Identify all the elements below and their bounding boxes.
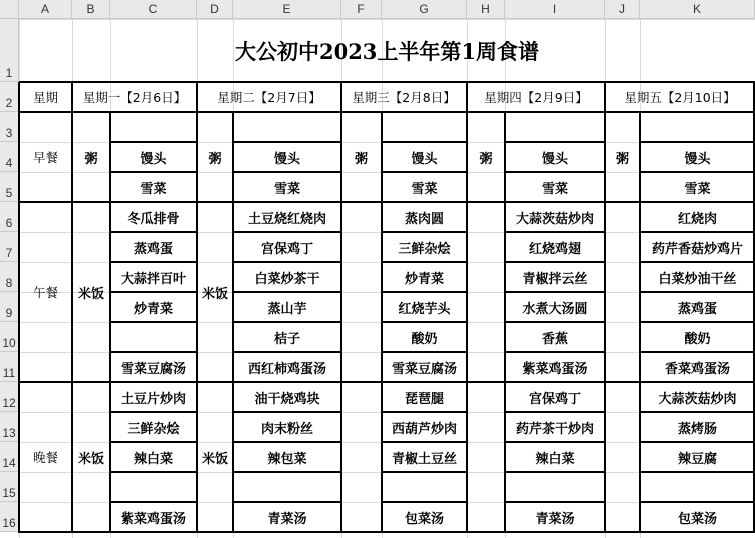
- column-header[interactable]: K: [640, 0, 755, 19]
- lunch-dish[interactable]: 红烧芋头: [398, 301, 451, 317]
- dinner-dish[interactable]: 紫菜鸡蛋汤: [120, 511, 186, 527]
- staple-porridge[interactable]: 粥: [354, 151, 368, 167]
- lunch-dish[interactable]: 药芹香菇炒鸡片: [651, 241, 743, 257]
- lunch-dish[interactable]: 大蒜拌百叶: [120, 271, 186, 287]
- row-header[interactable]: 7: [0, 232, 19, 262]
- dinner-dish[interactable]: 药芹茶干炒肉: [515, 421, 594, 437]
- dinner-dish[interactable]: 琵琶腿: [404, 391, 444, 407]
- breakfast-dish[interactable]: [505, 112, 605, 142]
- dinner-dish[interactable]: 西葫芦炒肉: [391, 421, 457, 437]
- row-header[interactable]: 16: [0, 502, 19, 532]
- column-header[interactable]: A: [19, 0, 72, 19]
- column-header[interactable]: H: [467, 0, 505, 19]
- dinner-dish[interactable]: 青菜汤: [267, 511, 307, 527]
- row-header[interactable]: 1: [0, 19, 19, 82]
- lunch-dish[interactable]: 桔子: [273, 331, 300, 347]
- lunch-dish[interactable]: 蒸鸡蛋: [133, 241, 173, 257]
- row-header[interactable]: 5: [0, 172, 19, 202]
- day-header[interactable]: 星期二【2月7日】: [217, 90, 321, 105]
- row-header[interactable]: 12: [0, 382, 19, 412]
- lunch-dish[interactable]: 红烧肉: [677, 211, 717, 227]
- lunch-dish[interactable]: 紫菜鸡蛋汤: [522, 361, 588, 377]
- column-header[interactable]: F: [341, 0, 382, 19]
- staple-porridge[interactable]: 粥: [208, 151, 222, 167]
- column-header[interactable]: E: [233, 0, 341, 19]
- dinner-dish[interactable]: 辣豆腐: [677, 451, 717, 467]
- dinner-dish[interactable]: [505, 472, 605, 502]
- staple-rice[interactable]: 米饭: [201, 451, 228, 467]
- breakfast-dish[interactable]: 雪菜: [273, 181, 300, 197]
- lunch-dish[interactable]: 蒸山芋: [267, 301, 307, 317]
- breakfast-dish[interactable]: 馒头: [140, 151, 167, 167]
- lunch-dish[interactable]: 蒸肉圆: [404, 211, 444, 227]
- dinner-dish[interactable]: 宫保鸡丁: [528, 391, 581, 407]
- lunch-dish[interactable]: 冬瓜排骨: [127, 211, 180, 227]
- dinner-dish[interactable]: 肉末粉丝: [260, 421, 313, 437]
- lunch-dish[interactable]: 红烧鸡翅: [528, 241, 581, 257]
- meal-label-lunch[interactable]: 午餐: [32, 285, 58, 300]
- row-header[interactable]: 4: [0, 142, 19, 172]
- row-header[interactable]: 11: [0, 352, 19, 382]
- lunch-dish[interactable]: 蒸鸡蛋: [677, 301, 717, 317]
- lunch-dish[interactable]: 雪菜豆腐汤: [120, 361, 186, 377]
- lunch-dish[interactable]: 青椒拌云丝: [522, 271, 588, 287]
- lunch-dish[interactable]: 土豆烧红烧肉: [247, 211, 326, 227]
- row-header[interactable]: 10: [0, 322, 19, 352]
- row-header[interactable]: 13: [0, 412, 19, 442]
- dinner-dish[interactable]: [233, 472, 341, 502]
- dinner-dish[interactable]: 辣白菜: [133, 451, 173, 467]
- column-header[interactable]: C: [110, 0, 197, 19]
- row-header[interactable]: 9: [0, 292, 19, 322]
- week-header[interactable]: 星期: [32, 90, 58, 105]
- breakfast-dish[interactable]: [382, 112, 467, 142]
- lunch-dish[interactable]: 水煮大汤圆: [522, 301, 588, 317]
- row-header[interactable]: 2: [0, 82, 19, 112]
- lunch-dish[interactable]: 三鲜杂烩: [398, 241, 451, 257]
- dinner-dish[interactable]: 土豆片炒肉: [120, 391, 186, 407]
- dinner-dish[interactable]: 辣白菜: [535, 451, 575, 467]
- breakfast-dish[interactable]: 馒头: [541, 151, 568, 167]
- lunch-dish[interactable]: 炒青菜: [404, 271, 444, 287]
- breakfast-dish[interactable]: [233, 112, 341, 142]
- meal-label-dinner[interactable]: 晚餐: [32, 450, 58, 465]
- row-header[interactable]: 6: [0, 202, 19, 232]
- column-header[interactable]: J: [605, 0, 640, 19]
- lunch-dish[interactable]: 酸奶: [684, 331, 711, 347]
- dinner-dish[interactable]: 包菜汤: [677, 511, 717, 527]
- row-header[interactable]: 3: [0, 112, 19, 142]
- staple-porridge[interactable]: 粥: [84, 151, 98, 167]
- breakfast-dish[interactable]: [110, 112, 197, 142]
- day-header[interactable]: 星期一【2月6日】: [82, 90, 187, 105]
- lunch-dish[interactable]: 宫保鸡丁: [260, 241, 313, 257]
- dinner-dish[interactable]: 三鲜杂烩: [127, 421, 180, 437]
- column-header[interactable]: D: [197, 0, 233, 19]
- row-header[interactable]: 15: [0, 472, 19, 502]
- staple-porridge[interactable]: 粥: [615, 151, 629, 167]
- dinner-dish[interactable]: 大蒜茨菇炒肉: [658, 391, 737, 407]
- staple-rice[interactable]: 米饭: [77, 451, 104, 467]
- lunch-dish[interactable]: 炒青菜: [133, 301, 173, 317]
- column-header[interactable]: G: [382, 0, 467, 19]
- dinner-dish[interactable]: 辣包菜: [267, 451, 307, 467]
- dinner-dish[interactable]: [640, 472, 755, 502]
- breakfast-dish[interactable]: 雪菜: [684, 181, 711, 197]
- breakfast-dish[interactable]: 馒头: [411, 151, 438, 167]
- lunch-dish[interactable]: 香蕉: [541, 331, 568, 347]
- breakfast-dish[interactable]: [640, 112, 755, 142]
- select-all-corner[interactable]: [0, 0, 19, 19]
- lunch-dish[interactable]: 雪菜豆腐汤: [391, 361, 457, 377]
- dinner-dish[interactable]: [382, 472, 467, 502]
- breakfast-dish[interactable]: 雪菜: [411, 181, 438, 197]
- lunch-dish[interactable]: 西红柿鸡蛋汤: [247, 361, 326, 377]
- lunch-dish[interactable]: [110, 322, 197, 352]
- staple-rice[interactable]: 米饭: [77, 286, 104, 302]
- lunch-dish[interactable]: 香菜鸡蛋汤: [664, 361, 730, 377]
- dinner-dish[interactable]: 蒸烤肠: [677, 421, 717, 437]
- breakfast-dish[interactable]: 雪菜: [140, 181, 167, 197]
- dinner-dish[interactable]: [110, 472, 197, 502]
- lunch-dish[interactable]: 白菜炒茶干: [254, 271, 320, 287]
- lunch-dish[interactable]: 大蒜茨菇炒肉: [515, 211, 594, 227]
- dinner-dish[interactable]: 油干烧鸡块: [254, 391, 320, 407]
- breakfast-dish[interactable]: 馒头: [273, 151, 300, 167]
- breakfast-dish[interactable]: 馒头: [684, 151, 711, 167]
- day-header[interactable]: 星期四【2月9日】: [484, 90, 588, 105]
- dinner-dish[interactable]: 青菜汤: [535, 511, 575, 527]
- lunch-dish[interactable]: 酸奶: [411, 331, 438, 347]
- row-header[interactable]: 14: [0, 442, 19, 472]
- staple-porridge[interactable]: 粥: [479, 151, 493, 167]
- dinner-dish[interactable]: 青椒土豆丝: [391, 451, 457, 467]
- column-header[interactable]: I: [505, 0, 605, 19]
- staple-rice[interactable]: 米饭: [201, 286, 228, 302]
- dinner-dish[interactable]: 包菜汤: [404, 511, 444, 527]
- meal-label-breakfast[interactable]: 早餐: [32, 150, 58, 165]
- lunch-dish[interactable]: 白菜炒油干丝: [658, 271, 737, 287]
- column-header[interactable]: B: [72, 0, 110, 19]
- day-header[interactable]: 星期三【2月8日】: [352, 90, 456, 105]
- breakfast-dish[interactable]: 雪菜: [541, 181, 568, 197]
- day-header[interactable]: 星期五【2月10日】: [624, 90, 736, 105]
- menu-title[interactable]: 大公初中2023上半年第1周食谱: [234, 38, 540, 64]
- row-header[interactable]: 8: [0, 262, 19, 292]
